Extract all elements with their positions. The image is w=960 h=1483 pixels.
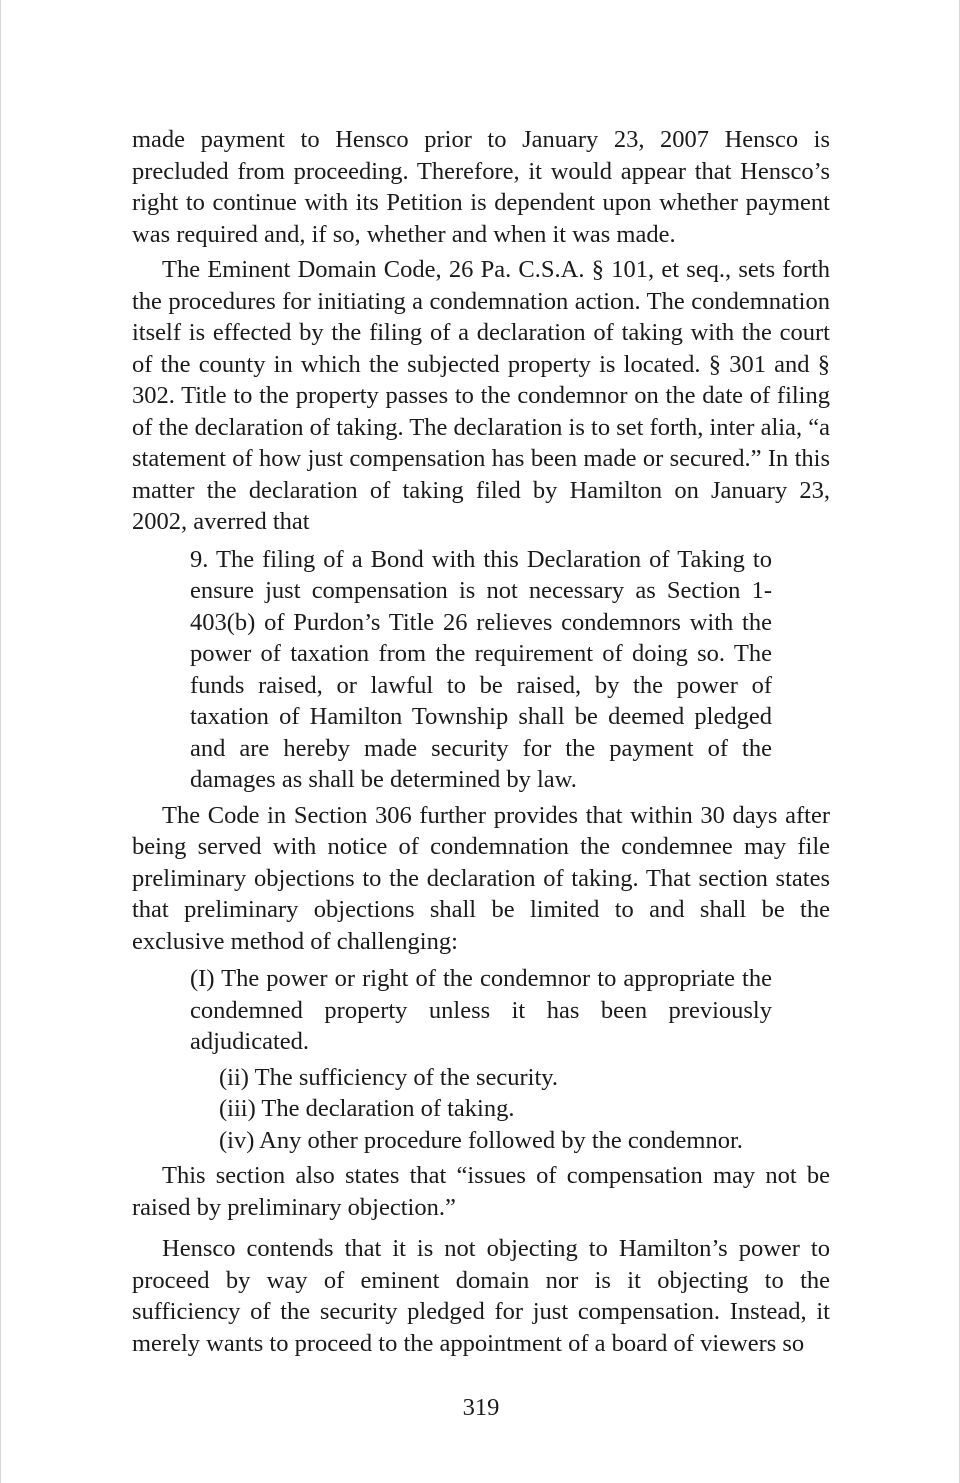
page-body (132, 124, 830, 1359)
list-item-iv: (iv) Any other procedure followed by the condemnor. (219, 1126, 743, 1154)
paragraph-continuation: made payment to Hensco prior to January 23, 2007 Hensco is precluded from proceeding. Therefore, it would appear that Hensco’s right to continue with its Petition is dependent upon whether payment was required and, if so, whether and when it was made. (132, 126, 830, 248)
block-quote-objection-i: (I) The power or right of the condemnor to appropriate the condemned property unless it has been previously adjudicated. (190, 965, 772, 1055)
paragraph-hensco-contends: Hensco contends that it is not objecting to Hamilton’s power to proceed by way of eminent domain nor is it objecting to the sufficiency of the security pledged for just compensation. Instead, it merely wants to proceed to the appointment of a board of viewers so (132, 1235, 830, 1357)
list-item-iii: (iii) The declaration of taking. (219, 1095, 515, 1122)
block-quote-declaration: 9. The filing of a Bond with this Declaration of Taking to ensure just compensation is not necessary as Section 1-403(b) of Purdon’s Title 26 relieves condemnors with the power of taxation from the requirement of doing so. The funds raised, or lawful to be raised, by the power of taxation of Hamilton Township shall be deemed pledged and are hereby made security for the payment of the damages as shall be determined by law. (190, 545, 772, 793)
paragraph-eminent-domain-code: The Eminent Domain Code, 26 Pa. C.S.A. § 101, et seq., sets forth the procedures for initiating a condemnation action. The condemnation itself is effected by the filing of a declaration of taking with the court of the county in which the subjected property is located. § 301 and § 302. Title to the property passes to the condemnor on the date of filing of the declaration of taking. The declaration is to set forth, inter alia, “a statement of how just compensation has been made or secured.” In this matter the declaration of taking filed by Hamilton on January 23, 2002, averred that (132, 256, 830, 535)
list-item-ii: (ii) The sufficiency of the security. (219, 1063, 559, 1091)
paragraph-section-306: The Code in Section 306 further provides that within 30 days after being served with notice of condemnation the condemnee may file preliminary objections to the declaration of taking. That section states that preliminary objections shall be limited to and shall be the exclusive method of challenging: (132, 801, 830, 955)
page-number: 319 (462, 1394, 500, 1421)
paragraph-compensation-issues: This section also states that “issues of compensation may not be raised by preliminary objection.” (132, 1162, 830, 1221)
